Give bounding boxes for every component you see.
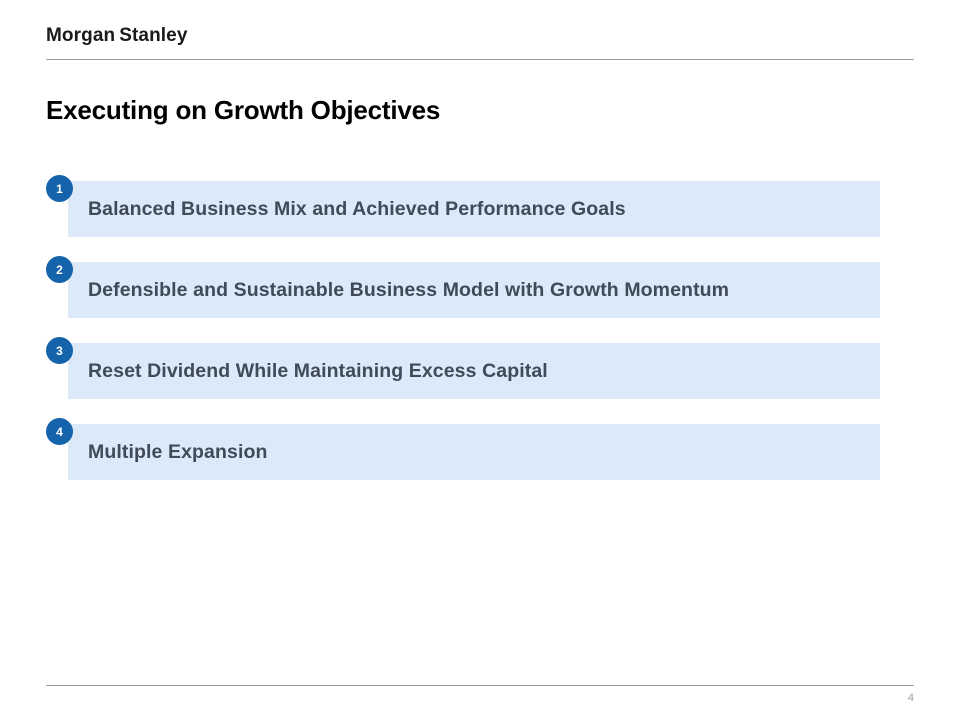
page-number: 4: [907, 692, 914, 704]
brand-name-second: Stanley: [119, 25, 188, 46]
item-number-badge: 1: [46, 175, 73, 202]
item-bar: [68, 424, 880, 480]
item-bar: [68, 262, 880, 318]
brand-logo: [46, 25, 188, 47]
list-item: [46, 175, 914, 256]
header-divider: [46, 59, 914, 60]
item-bar: [68, 181, 880, 237]
item-number-badge: 2: [46, 256, 73, 283]
item-number-badge: 3: [46, 337, 73, 364]
item-bar: [68, 343, 880, 399]
list-item: [46, 337, 914, 418]
item-label: Reset Dividend While Maintaining Excess Capital: [88, 359, 548, 382]
objectives-list: [46, 175, 914, 499]
page-title: Executing on Growth Objectives: [46, 95, 441, 126]
item-number-badge: 4: [46, 418, 73, 445]
list-item: [46, 418, 914, 499]
item-label: Defensible and Sustainable Business Model with Growth Momentum: [88, 278, 730, 301]
item-label: Multiple Expansion: [88, 440, 268, 463]
list-item: [46, 256, 914, 337]
brand-name-first: Morgan: [46, 25, 116, 46]
item-label: Balanced Business Mix and Achieved Performance Goals: [88, 197, 626, 220]
footer-divider: [46, 685, 914, 686]
